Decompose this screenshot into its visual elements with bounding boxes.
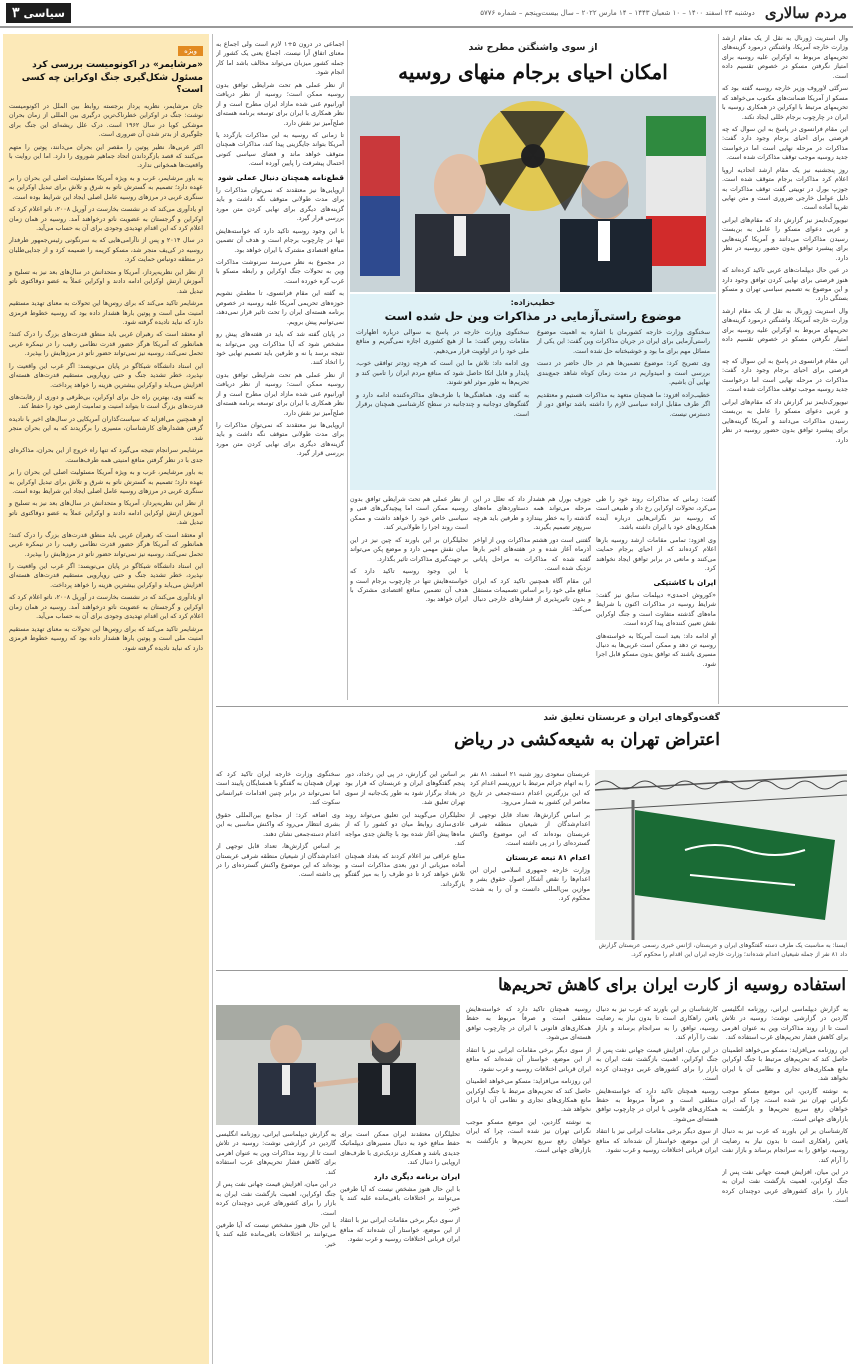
lead-paragraph: با این وجود روسیه تاکید دارد که خواسته‌هایش تنها در چارچوب برجام است و هدف آن تضمین منافع اقتصادی مشترک با ایران خواهد بود. [216, 227, 344, 254]
story2-paragraph: منابع عراقی نیز اعلام کردند که بغداد همچنان آماده میزبانی از دور بعدی مذاکرات است و تلاش خواهد کرد تا دو طرف را به میز گفتگو بازگرداند. [345, 852, 465, 888]
lead-paragraph: گفت: زمانی که مذاکرات روند خود را طی می‌کرد، تحولات اوکراین رخ داد و طبیعی است که روسیه نیز نگرانی‌هایی درباره آینده همکاری‌های خود با ایران داشته باشد. [596, 496, 716, 532]
story3-paragraph: در این میان، افزایش قیمت جهانی نفت پس از جنگ اوکراین، اهمیت بازگشت نفت ایران به بازار را برای کشورهای غربی دوچندان کرده است. [722, 1169, 848, 1205]
story2-paragraph: تحلیلگران می‌گویند این تعلیق می‌تواند روند عادی‌سازی روابط میان دو کشور را که از ماه‌ها پیش آغاز شده بود با چالش جدی مواجه کند. [345, 811, 465, 848]
sidebar-paragraph: این استاد دانشگاه شیکاگو در پایان می‌نویسد: اگر غرب این واقعیت را نپذیرد، خطر تشدید جنگ و حتی رویارویی مستقیم قدرت‌های هسته‌ای افزایش می‌یابد و اوکراین بیشترین هزینه را خواهد پرداخت. [9, 362, 203, 389]
sidebar-paragraph: مرشایمر سرانجام نتیجه می‌گیرد که تنها راه خروج از این بحران، مذاکره‌ای جدی با در نظر گرفتن منافع امنیتی همه طرف‌هاست. [9, 447, 203, 464]
lead-paragraph: در مجموع به نظر می‌رسد سرنوشت مذاکرات وین به تحولات جنگ اوکراین و رابطه مسکو با غرب گره خورده است. [216, 259, 344, 285]
lead-paragraph: این مقام فرانسوی در پاسخ به این سوال که چه فرصتی برای احیای برجام وجود دارد گفت: مذاکرات در مرحله نهایی است اما درخواست جدید روسیه موجب توقف مذاکرات شده است. [722, 358, 848, 394]
column-divider [212, 34, 213, 1364]
page-number: ۳ [12, 5, 20, 21]
story3-headline: استفاده روسیه از کارت ایران برای کاهش تحریم‌ها [498, 975, 846, 994]
column-divider [347, 40, 348, 700]
masthead [0, 0, 853, 28]
story3-paragraph: در این میان، افزایش قیمت جهانی نفت پس از جنگ اوکراین، اهمیت بازگشت نفت ایران به بازار را برای کشورهای غربی دوچندان کرده است. [216, 1181, 336, 1217]
story3-paragraph: به گزارش دیپلماسی ایرانی، روزنامه انگلیسی گاردین در گزارشی نوشت: روسیه در تلاش است تا از روند مذاکرات وین به عنوان اهرمی برای کاهش فشار تحریم‌های غرب استفاده کند. [722, 1006, 848, 1042]
story3-photo [216, 1005, 460, 1125]
sub-story-paragraph: سخنگوی وزارت خارجه کشورمان با اشاره به اهمیت موضوع راستی‌آزمایی برای ایران در جریان مذاکرات وین گفت: این یکی از مسائل مهم برای ما بود و خوشبختانه حل شده است. [537, 329, 710, 355]
sub-story-paragraph: خطیب‌زاده افزود: ما همچنان متعهد به مذاکرات هستیم و معتقدیم اگر طرف مقابل اراده سیاسی لازم را داشته باشد توافق دور از دسترس نیست. [537, 391, 710, 418]
sidebar-tag: ویژه [178, 46, 203, 56]
lead-paragraph: تحلیلگران بر این باورند که چین نیز در این میان نقش مهمی دارد و موضع پکن می‌تواند بر جهت‌گیری مذاکرات تاثیر بگذارد. [350, 536, 468, 563]
sidebar-paragraph: از نظر این نظریه‌پرداز، آمریکا و متحدانش در سال‌های بعد نیز به تسلیح و آموزش ارتش اوکراین ادامه دادند و اوکراین عملاً به عضو دوفاکتوی ناتو تبدیل شد. [9, 268, 203, 295]
sidebar-paragraph: در سال ۲۰۱۴ و پس از ناآرامی‌هایی که به سرنگونی رئیس‌جمهور طرفدار روسیه در کی‌یف منجر شد، مسکو کریمه را ضمیمه کرد و از جدایی‌طلبان در منطقه دونباس حمایت کرد. [9, 237, 203, 264]
section-label: سیاسی [23, 6, 65, 20]
lead-story-left-column [216, 40, 344, 705]
story3-paragraph: روسیه همچنان تاکید دارد که خواسته‌هایش منطقی است و صرفاً مربوط به حفظ همکاری‌های قانونی با ایران در چارچوب توافق هسته‌ای می‌شود. [466, 1006, 591, 1042]
story3-column [596, 1005, 718, 1365]
lead-kicker: از سوی واشنگتن مطرح شد [468, 42, 598, 53]
sub-story-kicker: خطیب‌زاده: [510, 298, 556, 307]
sidebar-body [9, 102, 203, 653]
story2-column [216, 770, 340, 970]
story2-caption: ایسنا: به مناسبت یک طرف دسته گفتگوهای ایران و عربستان، آژانس خبری رسمی عربستان گزارش داد ۸۱ نفر از جمله شیعیان اعدام شده‌اند؛ وزارت خارجه ایران این اقدام را محکوم کرد. [598, 942, 847, 958]
lead-paragraph: وی افزود: تمامی مقامات ارشد روسیه بارها اعلام کرده‌اند که از احیای برجام حمایت می‌کنند و مانعی در برابر توافق ایجاد نخواهند کرد. [596, 536, 716, 573]
sidebar-paragraph: از نظر این نظریه‌پرداز، آمریکا و متحدانش در سال‌های بعد نیز به تسلیح و آموزش ارتش اوکراین ادامه دادند و اوکراین عملاً به عضو دوفاکتوی ناتو تبدیل شد. [9, 500, 203, 527]
sub-story-paragraph: وی ادامه داد: تلاش ما این است که هرچه زودتر توافقی خوب، پایدار و قابل اتکا حاصل شود که منافع مردم ایران را تامین کند و تحریم‌ها به طور موثر لغو شوند. [356, 360, 529, 387]
sidebar-paragraph: او معتقد است که رهبران غربی باید منطق قدرت‌های بزرگ را درک کنند؛ همانطور که آمریکا هرگز حضور قدرت نظامی رقیب را در نیمکره غربی تحمل نمی‌کند، روسیه نیز نمی‌تواند حضور ناتو در مرزهایش را بپذیرد. [9, 531, 203, 558]
lead-headline: امکان احیای برجام منهای روسیه [398, 60, 668, 84]
story2-column [470, 770, 590, 970]
sidebar-paragraph: مرشایمر تاکید می‌کند که برای روس‌ها این تحولات به معنای تهدید مستقیم امنیت ملی است و پوتین بارها هشدار داده بود که روسیه خطوط قرمزی دارد که نباید نادیده گرفته شود. [9, 300, 203, 326]
story2-paragraph: وی اضافه کرد: از مجامع بین‌المللی حقوق بشری انتظار می‌رود که واکنش مناسبی به این اعدام دسته‌جمعی نشان دهند. [216, 811, 340, 838]
story3-paragraph: از سوی دیگر برخی مقامات ایرانی نیز با انتقاد از این موضع، خواستار آن شده‌اند که منافع ایران قربانی اختلافات روسیه و غرب نشود. [340, 1217, 460, 1244]
sub-story-paragraph: وی تصریح کرد: موضوع تضمین‌ها هم در حال حاضر در دست بررسی است و امیدواریم در مدت زمان کوتاه شاهد جمع‌بندی نهایی آن باشیم. [537, 360, 710, 387]
lead-paragraph: جوزف بورل هم هشدار داد که تعلل در این مرحله می‌تواند همه دستاوردهای ماه‌های گذشته را به خطر بیندازد و طرفین باید هرچه سریع‌تر تصمیم بگیرند. [473, 496, 591, 532]
lead-paragraph: این مقام فرانسوی در پاسخ به این سوال که چه فرصتی برای احیای برجام وجود دارد گفت: مذاکرات در مرحله نهایی است اما درخواست جدید روسیه موجب توقف مذاکرات شده است. [722, 125, 848, 162]
sub-story-headline: موضوع راستی‌آزمایی در مذاکرات وین حل شده است [384, 309, 682, 323]
lead-paragraph: گفتنی است دور هشتم مذاکرات وین از اواخر آذرماه آغاز شده و در هفته‌های اخیر بارها گفته شده که مذاکرات به مراحل پایانی نزدیک شده است. [473, 536, 591, 573]
story3-paragraph: در این میان، افزایش قیمت جهانی نفت پس از جنگ اوکراین، اهمیت بازگشت نفت ایران به بازار را برای کشورهای غربی دوچندان کرده است. [596, 1046, 718, 1083]
lead-continued-column [350, 495, 468, 705]
story3-paragraph: این روزنامه می‌افزاید: مسکو می‌خواهد اطمینان حاصل کند که تحریم‌های مرتبط با جنگ اوکراین مانع همکاری‌های تجاری و نظامی آن با ایران نخواهد شد. [722, 1046, 848, 1083]
newspaper-brand: مردم سالاری [764, 4, 847, 22]
story2-headline: اعتراض تهران به شیعه‌کشی در ریاض [454, 730, 720, 750]
lead-paragraph: به گفته این مقام فرانسوی، تا مطمئن نشویم حوزه‌های تحریمی آمریکا علیه روسیه در خصوص برنامه هسته‌ای ایران را تحت تاثیر قرار نمی‌دهد، نمی‌توانیم پیش برویم. [216, 290, 344, 326]
sub-story-paragraph: سخنگوی وزارت خارجه در پاسخ به سوالی درباره اظهارات مقامات روس گفت: ما از هیچ کشوری اجازه نمی‌گیریم و منافع ملی خود را در اولویت قرار می‌دهیم. [356, 329, 529, 355]
story3-column [216, 1130, 336, 1365]
lead-subhead: قطع‌نامه همچنان دنبال عملی شود [217, 172, 344, 182]
lead-continued-column [596, 495, 716, 705]
story3-paragraph: با این حال هنوز مشخص نیست که آیا طرفین می‌توانند بر اختلافات باقی‌مانده غلبه کنند یا خیر. [216, 1221, 336, 1248]
story2-paragraph: عربستان سعودی روز شنبه ۲۱ اسفند، ۸۱ نفر را به اتهام جرائم مرتبط با تروریسم اعدام کرد که این بزرگترین اعدام دسته‌جمعی در تاریخ معاصر این کشور به شمار می‌رود. [470, 771, 590, 807]
lead-paragraph: در پایان گفته شد که باید در هفته‌های پیش رو مشخص شود که آیا مذاکرات وین می‌تواند به نتیجه برسد یا نه و طرفین باید تصمیم نهایی خود را اتخاذ کنند. [216, 331, 344, 367]
sub-story-left-column [356, 328, 529, 422]
lead-paragraph: تا زمانی که روسیه به این مذاکرات بازگردد یا آمریکا بتواند جایگزینی پیدا کند، مذاکرات همچنان متوقف خواهد ماند و فضای سیاسی کنونی احتمال پیشرفت را پایین آورده است. [216, 131, 344, 168]
story2-kicker: گفت‌وگوهای ایران و عربستان تعلیق شد [543, 713, 720, 723]
story3-paragraph: این روزنامه می‌افزاید: مسکو می‌خواهد اطمینان حاصل کند که تحریم‌های مرتبط با جنگ اوکراین مانع همکاری‌های تجاری و نظامی آن با ایران نخواهد شد. [466, 1078, 591, 1114]
lead-paragraph: وال استریت ژورنال به نقل از یک مقام ارشد وزارت خارجه آمریکا، واشنگتن درمورد گزینه‌های تحریمهای مربوط به اوکراین علیه روسیه برای امتیاز نگرفتن مسکو در خصوص تقسیم داده است. [722, 35, 848, 80]
column-divider [718, 34, 719, 704]
story3-paragraph: با این حال هنوز مشخص نیست که آیا طرفین می‌توانند بر اختلافات باقی‌مانده غلبه کنند یا خیر. [340, 1186, 460, 1212]
lead-paragraph: اروپایی‌ها نیز معتقدند که نمی‌توان مذاکرات را برای مدت طولانی متوقف نگه داشت و باید گزینه‌های دیگری برای نهایی کردن متن مورد بررسی قرار گیرد. [216, 422, 344, 458]
story2-paragraph: بر اساس این گزارش، در پی این رخداد، دور پنجم گفتگوهای ایران و عربستان که قرار بود در بغداد برگزار شود به طور یک‌جانبه از سوی تهران تعلیق شد. [345, 771, 465, 807]
lead-paragraph: از نظر عملی هم تحت شرایطی توافق بدون روسیه ممکن است؛ روسیه از نظر دریافت اورانیوم غنی شده مازاد ایران مطرح است و از نظر همکاری با ایران برای توسعه برنامه هسته‌ای صلح‌آمیز نیز نقش دارد. [216, 371, 344, 417]
lead-paragraph: نیویورک‌تایمز نیز گزارش داد که مقام‌های ایرانی و غربی دعوای مسکو را عامل به بن‌بست رسیدن مذاکرات می‌دانند و آمریکا گزینه‌هایی برای پیشبرد توافق بدون حضور روسیه در نظر دارد. [722, 398, 848, 444]
story3-paragraph: از سوی دیگر برخی مقامات ایرانی نیز با انتقاد از این موضع، خواستار آن شده‌اند که منافع ایران قربانی اختلافات روسیه و غرب نشود. [466, 1046, 591, 1073]
lead-paragraph: این مقام آگاه همچنین تاکید کرد که ایران منافع ملی خود را بر اساس تصمیمات مستقل و بدون تاثیرپذیری از فشارهای خارجی دنبال می‌کند. [473, 577, 591, 613]
story3-paragraph: کارشناسان بر این باورند که غرب نیز به دنبال یافتن راهکاری است تا بدون نیاز به رضایت روسیه، توافق را به سرانجام برساند و بازار نفت را آرام کند. [596, 1006, 718, 1042]
sidebar-headline: «مرشایمر» در اکونومیست بررسی کرد مسئول شکل‌گیری جنگ اوکراین چه کسی است؟ [21, 60, 203, 96]
sidebar-paragraph: او یادآوری می‌کند که در نشست بخارست در آوریل ۲۰۰۸، ناتو اعلام کرد که اوکراین و گرجستان به عضویت ناتو درخواهند آمد. روسیه در همان زمان اعلام کرد که این اقدام تهدیدی وجودی برای آن به حساب می‌آید. [9, 206, 204, 233]
story3-paragraph: به نوشته گاردین، این موضع مسکو موجب نگرانی تهران نیز شده است، چرا که ایران خواهان رفع سریع تحریم‌ها و بازگشت به بازارهای جهانی است. [722, 1087, 848, 1123]
lead-photo [350, 96, 716, 292]
section-divider [216, 706, 848, 707]
section-divider [216, 970, 848, 971]
sidebar-paragraph: مرشایمر تاکید می‌کند که برای روس‌ها این تحولات به معنای تهدید مستقیم امنیت ملی است و پوتین بارها هشدار داده بود که روسیه خطوط قرمزی دارد که نباید نادیده گرفته شود. [9, 625, 203, 652]
issue-line: دوشنبه ۲۳ اسفند ۱۴۰۰ – ۱۰ شعبان ۱۴۴۳ – ۱۴ مارس ۲۰۲۲ – سال بیست‌وپنجم – شماره ۵۷۷۶ [480, 9, 755, 17]
sidebar-paragraph: او یادآوری می‌کند که در نشست بخارست در آوریل ۲۰۰۸، ناتو اعلام کرد که اوکراین و گرجستان به عضویت ناتو درخواهند آمد. روسیه در همان زمان اعلام کرد که این اقدام تهدیدی وجودی برای آن به حساب می‌آید. [9, 594, 204, 621]
lead-story-right-column [722, 34, 848, 702]
story2-paragraph: بر اساس گزارش‌ها، تعداد قابل توجهی از اعدام‌شدگان از شیعیان منطقه شرقی عربستان بوده‌اند که این موضوع واکنش گسترده‌ای را در پی داشته است. [470, 811, 590, 848]
story3-column [722, 1005, 848, 1365]
story3-subhead: ایران برنامه دیگری دارد [373, 1171, 460, 1181]
sidebar-paragraph: جان مرشایمر، نظریه پرداز برجسته روابط بین الملل در اکونومیست نوشت: جنگ در اوکراین خطرناک‌ترین درگیری بین المللی از زمان بحران موشکی کوبا در سال ۱۹۶۲ است. درک علل ریشه‌ای این جنگ برای جلوگیری از بدتر شدن آن ضروری است. [9, 102, 203, 139]
story2-subhead: اعدام ۸۱ تبعه عربستان [505, 852, 590, 862]
lead-paragraph: «کوروش احمدی» دیپلمات سابق نیز گفت: شرایط روسیه در مذاکرات اکنون با شرایط ماه‌های گذشته متفاوت است و جنگ اوکراین نقش تعیین کننده‌ای پیدا کرده است. [596, 591, 716, 628]
lead-paragraph: او ادامه داد: بعید است آمریکا به خواسته‌های روسیه تن دهد و ممکن است غربی‌ها به دنبال مسیری باشند که توافق بدون مسکو قابل اجرا شود. [596, 632, 716, 668]
sidebar-paragraph: او همچنین می‌افزاید که سیاست‌گذاران آمریکایی در سال‌های اخیر با نادیده گرفتن هشدارهای کارشناسان، مسیری را برگزیدند که به این بحران منجر شد. [9, 415, 203, 442]
section-label-box [6, 3, 71, 23]
sidebar-paragraph: او معتقد است که رهبران غربی باید منطق قدرت‌های بزرگ را درک کنند؛ همانطور که آمریکا هرگز حضور قدرت نظامی رقیب را در نیمکره غربی تحمل نمی‌کند، روسیه نیز نمی‌تواند حضور ناتو در مرزهایش را بپذیرد. [9, 331, 203, 358]
sidebar-paragraph: به گفته وی، بهترین راه حل برای اوکراین، بی‌طرفی و دوری از رقابت‌های قدرت‌های بزرگ است تا بتواند امنیت و تمامیت ارضی خود را حفظ کند. [9, 394, 203, 411]
story3-paragraph: روسیه همچنان تاکید دارد که خواسته‌هایش منطقی است و صرفاً مربوط به حفظ همکاری‌های قانونی با ایران در چارچوب توافق هسته‌ای می‌شود. [596, 1087, 718, 1123]
lead-paragraph: از نظر عملی هم تحت شرایطی توافق بدون روسیه ممکن است؛ روسیه از نظر دریافت اورانیوم غنی شده مازاد ایران مطرح است و از نظر همکاری با ایران برای توسعه برنامه هسته‌ای صلح‌آمیز نیز نقش دارد. [216, 81, 344, 127]
sidebar-paragraph: به باور مرشایمر، غرب و به ویژه آمریکا مسئولیت اصلی این بحران را بر عهده دارد؛ تصمیم به گسترش ناتو به شرق و تلاش برای تبدیل اوکراین به سنگری غربی در مرزهای روسیه عامل اصلی ایجاد این شرایط بوده است. [9, 174, 203, 201]
lead-paragraph: در عین حال دیپلمات‌های غربی تاکید کرده‌اند که هنوز فرصتی برای نهایی کردن توافق وجود دارد و این موضوع به تصمیم سیاسی تهران و مسکو بستگی دارد. [722, 267, 848, 303]
sidebar-paragraph: اکثر غربی‌ها، نظیر پوتین را مقصر این بحران می‌دانند، پوتین را متهم می‌کنند که قصد بازگرداندن اتحاد جماهیر شوروی را دارد. اما این روایت با واقعیت‌ها همخوانی ندارد. [9, 143, 203, 170]
lead-continued-column [473, 495, 591, 705]
story3-paragraph: از سوی دیگر برخی مقامات ایرانی نیز با انتقاد از این موضع، خواستار آن شده‌اند که منافع ایران قربانی اختلافات روسیه و غرب نشود. [596, 1128, 718, 1155]
sub-story-right-column [537, 328, 710, 422]
lead-subhead: ایران با کاشتیکی [653, 577, 716, 587]
sidebar-paragraph: به باور مرشایمر، غرب و به ویژه آمریکا مسئولیت اصلی این بحران را بر عهده دارد؛ تصمیم به گسترش ناتو به شرق و تلاش برای تبدیل اوکراین به سنگری غربی در مرزهای روسیه عامل اصلی ایجاد این شرایط بوده است. [9, 469, 203, 495]
story2-paragraph: بر اساس گزارش‌ها، تعداد قابل توجهی از اعدام‌شدگان از شیعیان منطقه شرقی عربستان بوده‌اند که این موضوع واکنش گسترده‌ای را در پی داشته است. [216, 843, 340, 879]
story3-paragraph: به نوشته گاردین، این موضع مسکو موجب نگرانی تهران نیز شده است، چرا که ایران خواهان رفع سریع تحریم‌ها و بازگشت به بازارهای جهانی است. [466, 1118, 591, 1155]
lead-paragraph: نیویورک‌تایمز نیز گزارش داد که مقام‌های ایرانی و غربی دعوای مسکو را عامل به بن‌بست رسیدن مذاکرات می‌دانند و آمریکا گزینه‌هایی برای پیشبرد توافق بدون حضور روسیه در نظر دارد. [722, 216, 848, 262]
story2-paragraph: سخنگوی وزارت خارجه ایران تاکید کرد که تهران همچنان به گفتگو با همسایگان پایبند است اما نمی‌تواند در برابر چنین اقدامات غیرانسانی سکوت کند. [216, 771, 340, 807]
lead-sub-story-box [350, 294, 716, 490]
story2-paragraph: وزارت خارجه جمهوری اسلامی ایران این اعدام‌ها را نقض آشکار اصول حقوق بشر و موازین بین‌المللی دانست و آن را به شدت محکوم کرد. [470, 866, 590, 903]
story3-column [340, 1130, 460, 1365]
story3-column [466, 1005, 591, 1365]
lead-paragraph: از نظر عملی هم تحت شرایطی توافق بدون روسیه ممکن است اما پیچیدگی‌های فنی و سیاسی خاص خود را خواهد داشت و ممکن است روند اجرا را طولانی‌تر کند. [350, 496, 468, 532]
sub-story-paragraph: به گفته وی، هماهنگی‌ها با طرف‌های مذاکره‌کننده ادامه دارد و گفتگوهای دوجانبه و چندجانبه در سطح کارشناسی همچنان برقرار است. [356, 391, 529, 418]
story3-paragraph: تحلیلگران معتقدند ایران ممکن است برای حفظ منافع خود به دنبال مسیرهای دیپلماتیک جدیدی باشد و همکاری نزدیک‌تری با طرف‌های اروپایی را دنبال کند. [340, 1131, 460, 1167]
lead-paragraph: اجماعی در درون ۵+۱ لازم است ولی اجماع به معنای اتفاق آرا نیست. اجماع یعنی یک کشور از جمله کشور میزبان می‌تواند مخالف باشد اما کار انجام شود. [216, 41, 344, 77]
lead-paragraph: روز پنجشنبه نیز یک مقام ارشد اتحادیه اروپا اعلام کرد مذاکرات برجام متوقف شده است. جوزپ بورل در توییتی گفت توقف مذاکرات به دلیل عوامل خارجی ضروری است و متن نهایی تقریبا آماده است. [722, 166, 848, 212]
lead-paragraph: اروپایی‌ها نیز معتقدند که نمی‌توان مذاکرات را برای مدت طولانی متوقف نگه داشت و باید گزینه‌های دیگری برای نهایی کردن متن مورد بررسی قرار گیرد. [216, 186, 344, 223]
lead-paragraph: سرگئی لاوروف وزیر خارجه روسیه گفته بود که مسکو از آمریکا ضمانت‌های مکتوب می‌خواهد که تحریمهای مرتبط با اوکراین در همکاری روسیه با ایران در چارچوب برجام خللی ایجاد نکند. [722, 85, 848, 121]
story2-photo [595, 770, 847, 940]
story2-column [345, 770, 465, 970]
story3-paragraph: کارشناسان بر این باورند که غرب نیز به دنبال یافتن راهکاری است تا بدون نیاز به رضایت روسیه، توافق را به سرانجام برساند و بازار نفت را آرام کند. [722, 1128, 848, 1164]
lead-paragraph: با این وجود روسیه تاکید دارد که خواسته‌هایش تنها در چارچوب برجام است و هدف آن تضمین منافع اقتصادی مشترک با ایران خواهد بود. [350, 568, 468, 604]
story3-paragraph: به گزارش دیپلماسی ایرانی، روزنامه انگلیسی گاردین در گزارشی نوشت: روسیه در تلاش است تا از روند مذاکرات وین به عنوان اهرمی برای کاهش فشار تحریم‌های غرب استفاده کند. [216, 1131, 336, 1176]
lead-paragraph: وال استریت ژورنال به نقل از یک مقام ارشد وزارت خارجه آمریکا، واشنگتن درمورد گزینه‌های تحریمهای مربوط به اوکراین علیه روسیه برای امتیاز نگرفتن مسکو در خصوص تقسیم داده است. [722, 307, 848, 353]
sidebar-feature [3, 34, 209, 1364]
sidebar-paragraph: این استاد دانشگاه شیکاگو در پایان می‌نویسد: اگر غرب این واقعیت را نپذیرد، خطر تشدید جنگ و حتی رویارویی مستقیم قدرت‌های هسته‌ای افزایش می‌یابد و اوکراین بیشترین هزینه را خواهد پرداخت. [9, 563, 203, 589]
